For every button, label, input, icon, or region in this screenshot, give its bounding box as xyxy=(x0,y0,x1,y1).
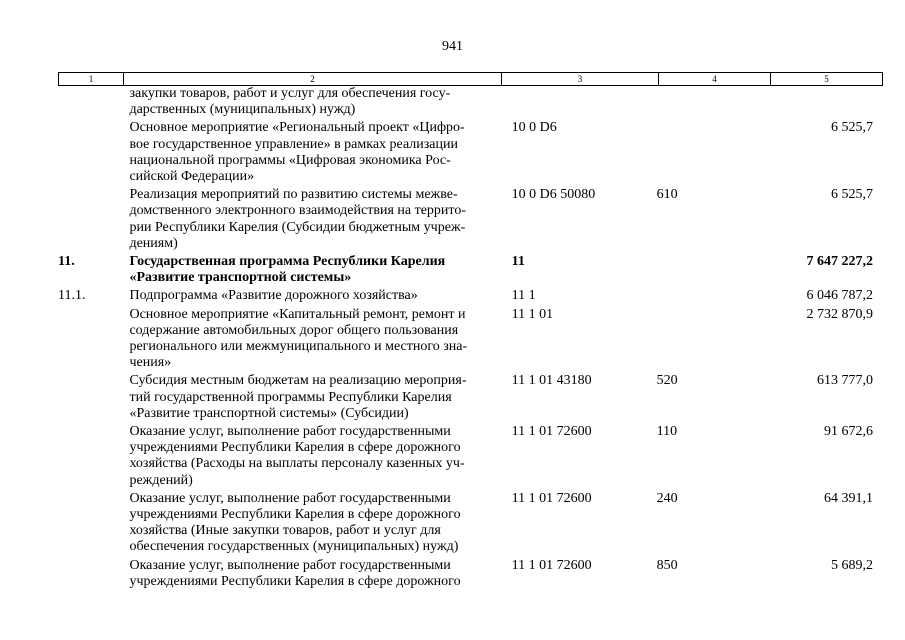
row-amount: 6 525,7 xyxy=(831,120,874,136)
row-number xyxy=(58,424,129,489)
header-col-4: 4 xyxy=(659,73,771,85)
row-expense-type: 520 xyxy=(656,373,678,389)
row-amount: 2 732 870,9 xyxy=(806,306,874,322)
description-line: обеспечения государственных (муниципальных) нужд) xyxy=(129,539,459,555)
table-row xyxy=(58,120,881,185)
description-line: учреждениями Республики Карелия в сфере дорожного xyxy=(129,440,461,456)
description-line: тий государственной программы Республики Карелия xyxy=(129,389,452,405)
row-code: 11 1 01 43180 xyxy=(511,373,592,389)
description-line: реждений) xyxy=(129,472,193,488)
table-row xyxy=(58,491,881,556)
row-number xyxy=(58,120,129,185)
row-code: 11 xyxy=(511,254,525,270)
row-description xyxy=(129,558,507,590)
row-description xyxy=(129,491,507,556)
table-row xyxy=(58,558,881,590)
description-line: рии Республики Карелия (Субсидии бюджетным учреж- xyxy=(129,219,466,235)
header-col-2: 2 xyxy=(124,73,502,85)
row-expense-type: 240 xyxy=(656,490,678,506)
description-line: закупки товаров, работ и услуг для обеспечения госу- xyxy=(129,86,451,101)
row-amount: 6 525,7 xyxy=(831,187,874,203)
description-line: учреждениями Республики Карелия в сфере дорожного xyxy=(129,573,461,589)
table-row xyxy=(58,254,881,286)
row-code: 11 1 01 xyxy=(511,306,554,322)
description-line: регионального или межмуниципального и местного зна- xyxy=(129,339,468,355)
description-line: содержание автомобильных дорог общего пользования xyxy=(129,322,459,338)
description-line: чения» xyxy=(129,355,172,371)
row-description xyxy=(129,288,507,304)
description-line: домственного электронного взаимодействия на террито- xyxy=(129,203,467,219)
row-expense-type: 850 xyxy=(656,557,678,573)
row-code: 11 1 01 72600 xyxy=(511,490,592,506)
description-line: Субсидия местным бюджетам на реализацию мероприя- xyxy=(129,373,467,389)
row-expense-type: 610 xyxy=(656,187,678,203)
row-expense-type xyxy=(651,254,766,286)
row-amount xyxy=(766,86,881,118)
row-expense-type xyxy=(651,120,766,185)
description-line: дениям) xyxy=(129,235,178,251)
row-amount: 7 647 227,2 xyxy=(806,254,874,270)
description-line: учреждениями Республики Карелия в сфере дорожного xyxy=(129,507,461,523)
description-line: хозяйства (Иные закупки товаров, работ и услуг для xyxy=(129,523,441,539)
row-amount: 6 046 787,2 xyxy=(806,288,874,304)
row-number xyxy=(58,187,129,252)
description-line: национальной программы «Цифровая экономика Рос- xyxy=(129,152,451,168)
row-expense-type xyxy=(651,307,766,372)
description-line: вое государственное управление» в рамках реализации xyxy=(129,136,458,152)
row-number xyxy=(58,558,129,590)
row-code: 11 1 01 72600 xyxy=(511,557,592,573)
row-description xyxy=(129,187,507,252)
row-description xyxy=(129,120,507,185)
description-line: Основное мероприятие «Капитальный ремонт, ремонт и xyxy=(129,306,466,322)
row-description xyxy=(129,254,507,286)
row-amount: 613 777,0 xyxy=(817,373,874,389)
row-number xyxy=(58,307,129,372)
table-body xyxy=(58,86,881,590)
table-header xyxy=(58,72,883,86)
description-line: Основное мероприятие «Региональный проект «Цифро- xyxy=(129,120,465,136)
row-number: 11.1. xyxy=(58,288,86,304)
row-code: 10 0 D6 50080 xyxy=(511,187,596,203)
row-amount: 64 391,1 xyxy=(824,490,874,506)
table-row xyxy=(58,307,881,372)
description-line: Оказание услуг, выполнение работ государственными xyxy=(129,557,451,573)
row-description xyxy=(129,307,507,372)
row-description xyxy=(129,373,507,422)
description-line: Оказание услуг, выполнение работ государственными xyxy=(129,490,451,506)
row-expense-type xyxy=(651,86,766,118)
header-col-1: 1 xyxy=(59,73,124,85)
row-amount: 5 689,2 xyxy=(831,557,874,573)
table-row xyxy=(58,187,881,252)
description-line: «Развитие транспортной системы» xyxy=(129,270,352,286)
description-line: хозяйства (Расходы на выплаты персоналу казенных уч- xyxy=(129,456,465,472)
row-number xyxy=(58,491,129,556)
header-col-3: 3 xyxy=(502,73,659,85)
row-amount: 91 672,6 xyxy=(824,424,874,440)
page-number: 941 xyxy=(442,39,463,54)
table-row xyxy=(58,424,881,489)
description-line: Государственная программа Республики Карелия xyxy=(129,254,446,270)
description-line: «Развитие транспортной системы» (Субсидии) xyxy=(129,405,409,421)
row-expense-type: 110 xyxy=(656,424,678,440)
description-line: Реализация мероприятий по развитию системы межве- xyxy=(129,187,458,203)
row-number xyxy=(58,373,129,422)
row-number: 11. xyxy=(58,254,75,270)
row-code xyxy=(508,86,651,118)
row-code: 11 1 01 72600 xyxy=(511,424,592,440)
row-code: 11 1 xyxy=(511,288,536,304)
table-row xyxy=(58,288,881,304)
row-description xyxy=(129,86,507,118)
table-row xyxy=(58,373,881,422)
description-line: Подпрограмма «Развитие дорожного хозяйства» xyxy=(129,288,418,304)
row-expense-type xyxy=(651,288,766,304)
row-number xyxy=(58,86,129,118)
description-line: сийской Федерации» xyxy=(129,169,255,185)
table-row xyxy=(58,86,881,118)
header-col-5: 5 xyxy=(824,74,829,84)
description-line: дарственных (муниципальных) нужд) xyxy=(129,102,356,118)
row-code: 10 0 D6 xyxy=(511,120,557,136)
description-line: Оказание услуг, выполнение работ государственными xyxy=(129,424,451,440)
row-description xyxy=(129,424,507,489)
